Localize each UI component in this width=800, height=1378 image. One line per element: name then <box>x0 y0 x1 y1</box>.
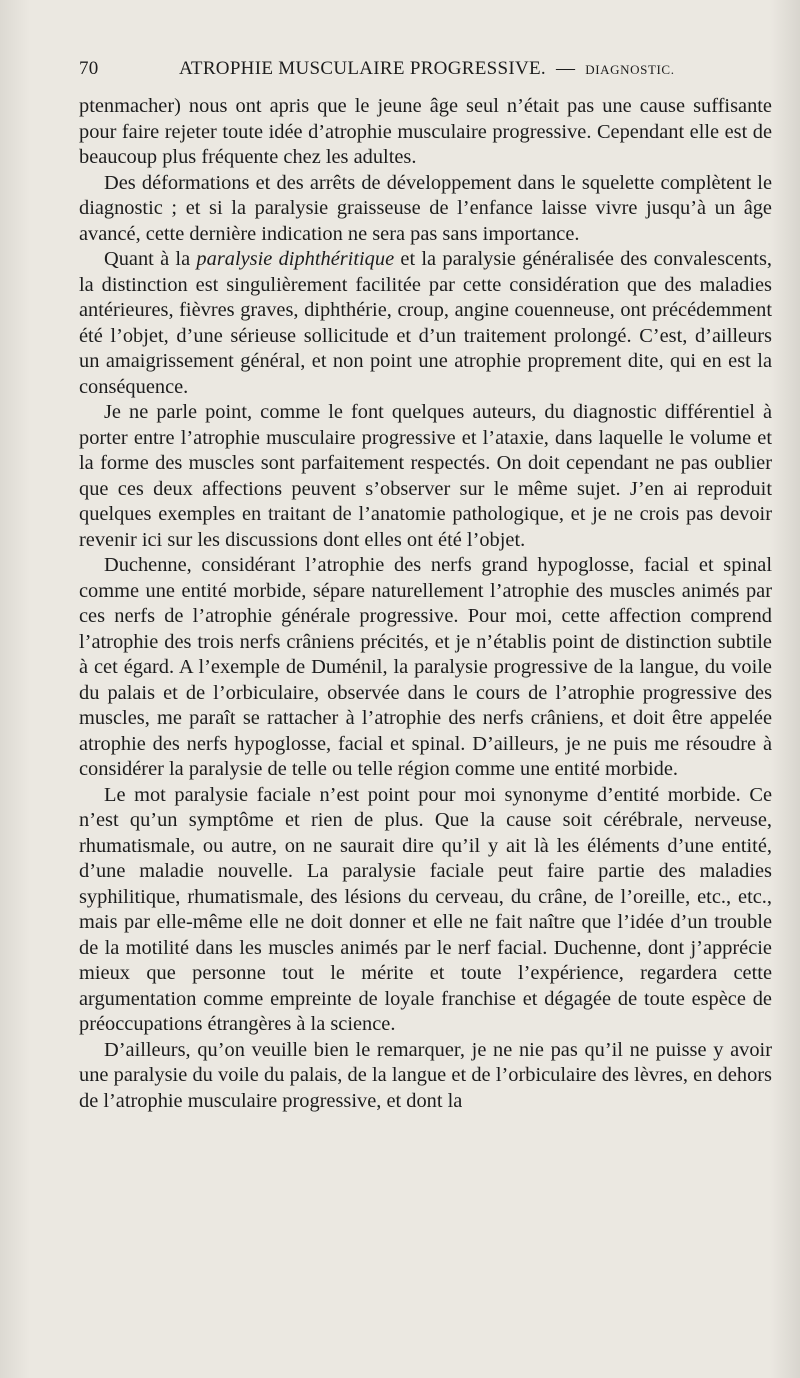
paragraph: Des déformations et des arrêts de développement dans le squelette complètent le diagnostic ; et si la paralysie graisseuse de l’enfance laisse vivre jusqu’à un âge avancé, cette dernière indication ne sera pas sans importance. <box>79 171 772 245</box>
paragraph: Le mot paralysie faciale n’est point pour moi synonyme d’entité morbide. Ce n’est qu’un symptôme et rien de plus. Que la cause soit cérébrale, nerveuse, rhumatismale, ou autre, on ne saurait dire qu’il y ait là les éléments d’une entité, d’une maladie nouvelle. La paralysie faciale peut faire partie des maladies syphilitique, rhumatismale, des lésions du cerveau, du crâne, de l’oreille, etc., etc., mais par elle-même elle ne doit donner et elle ne fait naître que l’idée d’un trouble de la motilité dans les muscles animés par le nerf facial. Duchenne, dont j’apprécie mieux que personne tout le mérite et toute l’expérience, regardera cette argumentation comme empreinte de loyale franchise et dégagée de toute espèce de préoccupations étrangères à la science. <box>79 783 772 1035</box>
running-title: ATROPHIE MUSCULAIRE PROGRESSIVE. <box>179 58 546 79</box>
section-label: DIAGNOSTIC. <box>585 62 675 77</box>
running-header <box>79 58 772 88</box>
header-separator: — <box>555 58 576 79</box>
paragraph: Duchenne, considérant l’atrophie des nerfs grand hypoglosse, facial et spinal comme une entité morbide, sépare naturellement l’atrophie des muscles animés par ces nerfs de l’atrophie générale progressive. Pour moi, cette affection comprend l’atrophie des trois nerfs crâniens précités, et je n’établis point de distinction subtile à cet égard. A l’exemple de Duménil, la paralysie progressive de la langue, du voile du palais et de l’orbiculaire, observée dans le cours de l’atrophie progressive des muscles, me paraît se rattacher à l’atrophie des nerfs crâniens, et doit être appelée atrophie des nerfs hypoglosse, facial et spinal. D’ailleurs, je ne puis me résoudre à considérer la paralysie de telle ou telle région comme une entité morbide. <box>79 554 772 780</box>
paragraph: D’ailleurs, qu’on veuille bien le remarquer, je ne nie pas qu’il ne puisse y avoir une paralysie du voile du palais, de la langue et de l’orbiculaire des lèvres, en dehors de l’atrophie musculaire progressive, et dont la <box>79 1038 772 1112</box>
paragraph <box>79 247 772 400</box>
page-body <box>79 94 772 1114</box>
italic-term: paralysie diphthéritique <box>196 248 395 270</box>
paragraph-text: et la paralysie généralisée des convalescents, la distinction est singulièrement facilitée par cette considération que des maladies antérieures, fièvres graves, diphthérie, croup, angine couenneuse, ont précédemment été l’objet, d’une sérieuse sollicitude et d’un traitement prolongé. C’est, d’ailleurs un amaigrissement général, et non point une atrophie proprement dite, qui en est la conséquence. <box>79 248 772 398</box>
paragraph-text: Quant à la <box>104 248 197 270</box>
paragraph: Je ne parle point, comme le font quelques auteurs, du diagnostic différentiel à porter entre l’atrophie musculaire progressive et l’ataxie, dans laquelle le volume et la forme des muscles sont parfaitement respectés. On doit cependant ne pas oublier que ces deux affections peuvent s’observer sur le même sujet. J’en ai reproduit quelques exemples en traitant de l’anatomie pathologique, et je ne crois pas devoir revenir ici sur les discussions dont elles ont été l’objet. <box>79 401 772 551</box>
page-number: 70 <box>79 58 99 79</box>
paragraph-continued: ptenmacher) nous ont apris que le jeune âge seul n’était pas une cause suffisante pour faire rejeter toute idée d’atrophie musculaire progressive. Cependant elle est de beaucoup plus fréquente chez les adultes. <box>79 95 772 168</box>
